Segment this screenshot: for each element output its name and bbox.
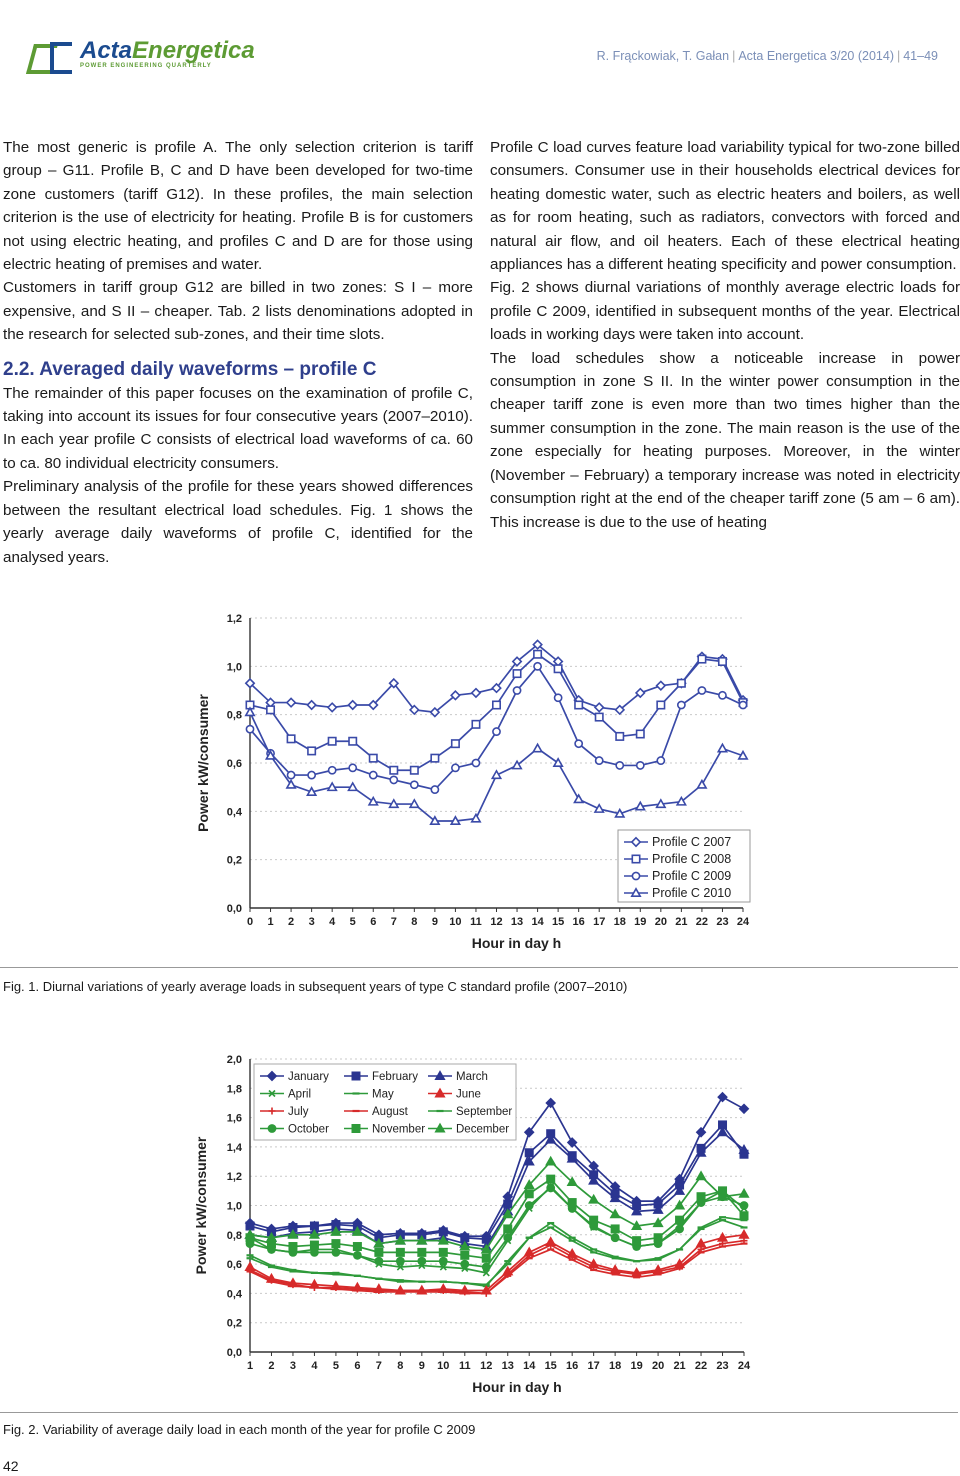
data-point — [352, 1125, 359, 1132]
data-point — [654, 1234, 661, 1241]
data-point — [636, 802, 644, 809]
data-point — [452, 740, 459, 747]
data-point — [328, 738, 335, 745]
data-point — [440, 1249, 447, 1256]
data-point — [289, 1243, 296, 1250]
journal-logo[interactable] — [30, 38, 255, 70]
divider — [0, 967, 958, 968]
series-line — [250, 1179, 744, 1258]
paragraph: Customers in tariff group G12 are billed in two zones: S I – more expensive, and S II – cheaper. Tab. 2 lists denominations adopted in the research for selected sub-zones, and their time slots. — [3, 279, 473, 344]
x-axis-label: Hour in day h — [471, 935, 562, 951]
data-point — [472, 721, 479, 728]
data-point — [616, 733, 623, 740]
figure-2-caption: Fig. 2. Variability of average daily load in each month of the year for profile C 2009 — [3, 1422, 476, 1437]
x-tick-label: 15 — [544, 1360, 557, 1372]
x-tick-label: 10 — [437, 1360, 450, 1372]
data-point — [332, 1240, 339, 1247]
data-point — [461, 1252, 468, 1259]
data-point — [719, 658, 726, 665]
running-journal: Acta Energetica 3/20 (2014) — [738, 49, 894, 63]
data-point — [740, 1202, 747, 1209]
data-point — [397, 1258, 404, 1265]
paragraph: Profile C load curves feature load variability typical for two-zone billed consumers. Consumer use in their households electrical devices for heating domestic water, such as electric heaters and boilers, as well as for room heating, such as radiators, convectors with forced and natural air flow, and oil heaters. Each of these electrical heating appliances has a different heating specificity and power consumption. — [490, 139, 960, 274]
paragraph: The load schedules show a noticeable increase in power consumption in zone S II. In the winter power consumption in the cheaper tariff zone is even more than two times higher than the summer consumption in the zone. The main reason is the use of the zone especially for heating purposes. Moreover, in the winter (November – February) a temporary increase was noted in electricity consumption right at the end of the cheaper tariff zone (5 am – 6 am). This increase is due to the use of heating — [490, 349, 960, 531]
data-point — [349, 701, 357, 709]
data-point — [611, 1210, 619, 1217]
data-point — [632, 855, 639, 862]
divider — [0, 1412, 958, 1413]
x-tick-label: 3 — [308, 916, 315, 928]
x-tick-label: 11 — [458, 1360, 471, 1372]
x-tick-label: 14 — [531, 916, 544, 928]
chart-legend — [254, 1064, 516, 1140]
data-point — [575, 740, 582, 747]
x-tick-label: 6 — [354, 1360, 361, 1372]
x-tick-label: 23 — [716, 1360, 729, 1372]
data-point — [370, 754, 377, 761]
x-tick-label: 2 — [288, 916, 295, 928]
data-point — [287, 771, 294, 778]
y-tick-label: 1,0 — [226, 1200, 242, 1213]
data-point — [311, 1249, 318, 1256]
series-profile-c-2008 — [246, 651, 746, 774]
right-column — [490, 136, 960, 534]
x-tick-label: 18 — [609, 1360, 622, 1372]
data-point — [349, 738, 356, 745]
data-point — [452, 764, 459, 771]
data-point — [612, 1234, 619, 1241]
y-tick-label: 1,4 — [226, 1141, 242, 1154]
paragraph: Fig. 2 shows diurnal variations of monthly average electric loads for profile C 2009, identified in subsequent months of the year. Electrical loads in working days were taken into account. — [490, 279, 960, 344]
data-point — [739, 701, 746, 708]
data-point — [676, 1216, 683, 1223]
data-point — [568, 1199, 575, 1206]
series-line — [250, 654, 743, 770]
data-point — [431, 786, 438, 793]
data-point — [595, 703, 603, 711]
data-point — [504, 1234, 511, 1241]
data-point — [633, 1237, 640, 1244]
legend-label: May — [372, 1088, 394, 1101]
data-point — [268, 1125, 275, 1132]
data-point — [246, 726, 253, 733]
data-point — [676, 1225, 683, 1232]
x-tick-label: 7 — [375, 1360, 382, 1372]
data-point — [546, 1157, 554, 1164]
data-point — [533, 744, 541, 751]
data-point — [354, 1252, 361, 1259]
data-point — [354, 1243, 361, 1250]
data-point — [311, 1241, 318, 1248]
data-point — [246, 1231, 254, 1238]
chart-legend — [618, 830, 750, 902]
data-point — [411, 781, 418, 788]
paragraph: The most generic is profile A. The only selection criterion is tariff group – G11. Profile B, C and D have been developed for two-time zone customers (tariff G12). In these profiles, the main selection criterion is the use of electricity for heating. Profile B is for customers not using electric heating, and profiles C and D are for those using electric heating of premises and water. — [3, 139, 473, 274]
running-head: R. Frąckowiak, T. Gałan | Acta Energetica 3/20 (2014) | 41–49 — [596, 49, 938, 63]
x-tick-label: 13 — [501, 1360, 514, 1372]
legend-label: Profile C 2010 — [652, 886, 732, 900]
x-tick-label: 2 — [268, 1360, 275, 1372]
y-tick-label: 1,2 — [226, 1171, 242, 1184]
data-point — [719, 692, 726, 699]
logo-mark-icon — [30, 38, 74, 70]
x-tick-label: 21 — [675, 916, 688, 928]
data-point — [718, 744, 726, 751]
data-point — [616, 762, 623, 769]
data-point — [349, 764, 356, 771]
y-tick-label: 2,0 — [226, 1054, 242, 1066]
data-point — [307, 701, 315, 709]
left-column — [3, 136, 473, 569]
data-point — [328, 783, 336, 790]
x-tick-label: 5 — [332, 1360, 339, 1372]
data-point — [632, 1222, 640, 1229]
legend-label: December — [456, 1123, 510, 1136]
data-point — [431, 754, 438, 761]
data-point — [352, 1072, 359, 1079]
data-point — [328, 703, 336, 711]
legend-label: February — [372, 1071, 419, 1083]
x-tick-label: 13 — [510, 916, 524, 928]
logo-tagline: POWER ENGINEERING QUARTERLY — [80, 63, 212, 69]
legend-label: November — [372, 1123, 426, 1136]
data-point — [307, 788, 315, 795]
x-tick-label: 19 — [634, 916, 647, 928]
paragraph: The remainder of this paper focuses on the examination of profile C, taking into account its issues for four consecutive years (2007–2010). In each year profile C consists of electrical load waveforms of ca. 60 to ca. 80 individual electricity consumers. — [3, 384, 473, 472]
legend-label: July — [288, 1106, 309, 1118]
y-tick-label: 0,8 — [226, 1229, 242, 1242]
data-point — [698, 781, 706, 788]
x-tick-label: 5 — [349, 916, 356, 928]
data-point — [575, 701, 582, 708]
data-point — [308, 771, 315, 778]
y-tick-label: 0,4 — [226, 806, 242, 819]
y-tick-label: 0,0 — [226, 903, 242, 915]
data-point — [390, 767, 397, 774]
figure-1-caption: Fig. 1. Diurnal variations of yearly average loads in subsequent years of type C standard profile (2007–2010) — [3, 979, 628, 994]
data-point — [657, 681, 665, 689]
data-point — [740, 1212, 747, 1219]
data-point — [461, 1261, 468, 1268]
x-axis-label: Hour in day h — [472, 1379, 562, 1395]
data-point — [472, 689, 480, 697]
x-tick-label: 23 — [716, 916, 729, 928]
y-tick-label: 1,0 — [226, 661, 242, 674]
data-point — [697, 1239, 705, 1246]
paragraph: Preliminary analysis of the profile for these years showed differences between the resultant electrical load schedules. Fig. 1 shows the yearly average daily waveforms of profile C, identified for the analysed years. — [3, 478, 473, 566]
data-point — [718, 1093, 726, 1101]
data-point — [657, 800, 665, 807]
data-point — [375, 1258, 382, 1265]
y-tick-label: 0,6 — [226, 1259, 242, 1272]
data-point — [526, 1202, 533, 1209]
x-tick-label: 0 — [246, 916, 254, 928]
data-point — [740, 1190, 748, 1197]
x-tick-label: 6 — [370, 916, 377, 928]
data-point — [526, 1149, 533, 1156]
x-tick-label: 7 — [390, 916, 397, 928]
y-axis-label: Power kW/consumer — [195, 694, 211, 832]
x-tick-label: 16 — [572, 916, 585, 928]
legend-label: January — [288, 1071, 329, 1083]
data-point — [697, 1193, 704, 1200]
legend-label: August — [372, 1106, 408, 1118]
data-point — [287, 735, 294, 742]
x-tick-label: 4 — [311, 1360, 318, 1372]
x-tick-label: 9 — [418, 1360, 425, 1372]
x-tick-label: 22 — [695, 916, 709, 928]
x-tick-label: 20 — [651, 1360, 665, 1372]
data-point — [526, 1190, 533, 1197]
data-point — [246, 1222, 253, 1229]
data-point — [611, 1225, 618, 1232]
y-tick-label: 0,4 — [226, 1288, 242, 1301]
x-tick-label: 15 — [552, 916, 565, 928]
x-tick-label: 11 — [470, 916, 482, 928]
y-tick-label: 0,0 — [226, 1347, 242, 1359]
x-tick-label: 19 — [630, 1360, 643, 1372]
data-point — [483, 1263, 490, 1270]
x-tick-label: 14 — [523, 1360, 536, 1372]
data-point — [698, 655, 705, 662]
data-point — [595, 805, 603, 812]
figure-1-chart — [190, 606, 770, 956]
x-tick-label: 21 — [673, 1360, 686, 1372]
data-point — [547, 1175, 554, 1182]
y-tick-label: 1,6 — [226, 1112, 242, 1125]
data-point — [596, 757, 603, 764]
data-point — [287, 698, 295, 706]
series-profile-c-2010 — [246, 708, 747, 824]
legend-label: Profile C 2009 — [652, 869, 732, 883]
data-point — [504, 1225, 511, 1232]
data-point — [397, 1249, 404, 1256]
y-axis-label: Power kW/consumer — [193, 1136, 209, 1275]
data-point — [267, 706, 274, 713]
legend-label: Profile C 2007 — [652, 835, 732, 849]
data-point — [451, 817, 459, 824]
x-tick-label: 17 — [587, 1360, 600, 1372]
x-tick-label: 8 — [397, 1360, 404, 1372]
x-tick-label: 22 — [694, 1360, 708, 1372]
page-header — [0, 0, 960, 100]
data-point — [440, 1258, 447, 1265]
data-point — [492, 771, 500, 778]
data-point — [555, 694, 562, 701]
x-tick-label: 3 — [289, 1360, 297, 1372]
data-point — [472, 814, 480, 821]
data-point — [574, 795, 582, 802]
x-tick-label: 17 — [593, 916, 606, 928]
legend-label: October — [288, 1123, 329, 1136]
legend-label: September — [456, 1106, 513, 1118]
section-heading: 2.2. Averaged daily waveforms – profile C — [3, 358, 377, 380]
y-tick-label: 1,2 — [226, 613, 242, 625]
data-point — [472, 759, 479, 766]
x-tick-label: 12 — [480, 1360, 493, 1372]
data-point — [698, 687, 705, 694]
y-tick-label: 0,2 — [226, 854, 242, 867]
x-tick-label: 24 — [736, 916, 750, 928]
x-tick-label: 1 — [267, 916, 274, 928]
data-point — [596, 713, 603, 720]
data-point — [740, 1105, 748, 1113]
data-point — [697, 1172, 705, 1179]
y-tick-label: 1,8 — [226, 1083, 242, 1096]
x-tick-label: 8 — [411, 916, 418, 928]
data-point — [390, 800, 398, 807]
legend-label: April — [288, 1088, 312, 1101]
data-point — [418, 1249, 425, 1256]
data-point — [370, 771, 377, 778]
data-point — [308, 747, 315, 754]
running-authors: R. Frąckowiak, T. Gałan — [596, 49, 730, 63]
x-tick-label: 1 — [246, 1360, 254, 1372]
data-point — [534, 663, 541, 670]
x-tick-label: 9 — [431, 916, 438, 928]
x-tick-label: 10 — [449, 916, 462, 928]
data-point — [375, 1249, 382, 1256]
x-tick-label: 20 — [654, 916, 667, 928]
data-point — [740, 1231, 748, 1238]
data-point — [657, 701, 664, 708]
data-point — [678, 701, 685, 708]
data-point — [590, 1216, 597, 1223]
data-point — [493, 728, 500, 735]
data-point — [554, 665, 561, 672]
x-tick-label: 4 — [329, 916, 336, 928]
page-number: 42 — [3, 1458, 19, 1474]
data-point — [329, 767, 336, 774]
data-point — [739, 752, 747, 759]
x-tick-label: 12 — [490, 916, 503, 928]
figure-2-chart — [190, 1046, 770, 1406]
data-point — [483, 1255, 490, 1262]
legend-label: March — [456, 1071, 488, 1083]
y-tick-label: 0,8 — [226, 709, 242, 722]
data-point — [637, 730, 644, 737]
data-point — [332, 1249, 339, 1256]
data-point — [697, 1128, 705, 1136]
data-point — [390, 776, 397, 783]
x-tick-label: 16 — [566, 1360, 579, 1372]
data-point — [678, 680, 685, 687]
data-point — [411, 767, 418, 774]
data-point — [418, 1258, 425, 1265]
data-point — [493, 701, 500, 708]
logo-name: ActaEnergetica — [80, 37, 255, 64]
x-tick-label: 18 — [613, 916, 626, 928]
legend-label: June — [456, 1088, 481, 1101]
data-point — [637, 762, 644, 769]
data-point — [616, 810, 624, 817]
data-point — [513, 687, 520, 694]
data-point — [657, 757, 664, 764]
legend-label: Profile C 2008 — [652, 852, 732, 866]
y-tick-label: 0,6 — [226, 758, 242, 770]
data-point — [410, 800, 418, 807]
data-point — [534, 651, 541, 658]
x-tick-label: 24 — [737, 1360, 751, 1372]
y-tick-label: 0,2 — [226, 1317, 242, 1330]
series-line — [250, 1125, 744, 1239]
data-point — [547, 1184, 554, 1191]
running-pages: 41–49 — [903, 49, 938, 63]
data-point — [349, 783, 357, 790]
data-point — [513, 670, 520, 677]
data-point — [632, 872, 639, 879]
